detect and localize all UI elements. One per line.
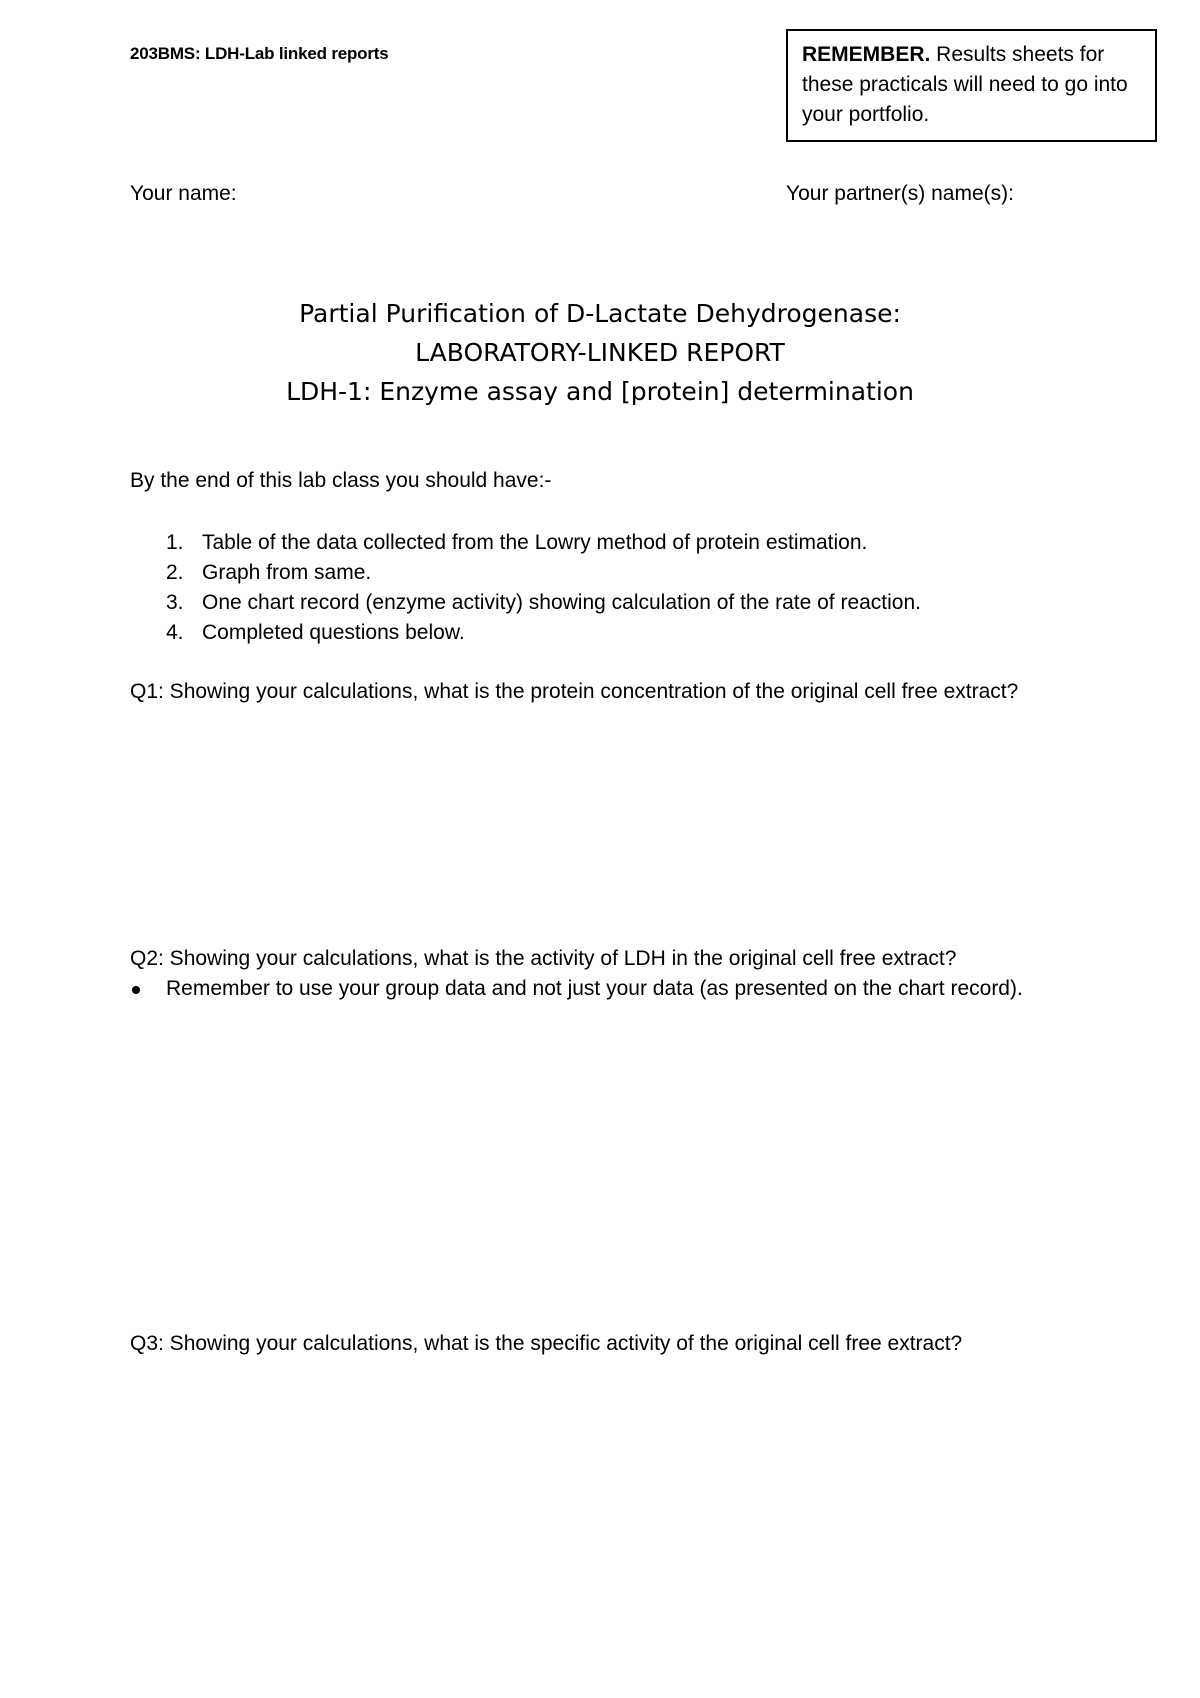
list-item-number: 4. [166,621,184,644]
list-item [130,618,921,648]
question-2-bullet [130,974,1030,1004]
list-item-number: 3. [166,591,184,614]
title-line-3: LDH-1: Enzyme assay and [protein] determination [286,377,914,406]
remember-text: Results sheets for these practicals will need to go into your portfolio. [802,43,1128,126]
intro-text: By the end of this lab class you should have:- [130,469,552,492]
list-item-text: Completed questions below. [202,621,465,644]
question-2: Q2: Showing your calculations, what is the activity of LDH in the original cell free extract? [130,947,957,970]
document-title [0,294,1200,411]
list-item [130,528,921,558]
question-1: Q1: Showing your calculations, what is the protein concentration of the original cell free extract? [130,680,1019,703]
remember-notice-box [786,29,1157,142]
your-name-label: Your name: [130,182,237,205]
question-3: Q3: Showing your calculations, what is the specific activity of the original cell free extract? [130,1332,963,1355]
list-item-text: Graph from same. [202,561,372,584]
remember-heading: REMEMBER. [802,43,931,66]
list-item [130,588,921,618]
bullet-icon [132,986,140,994]
list-item-text: One chart record (enzyme activity) showing calculation of the rate of reaction. [202,591,922,614]
list-item-text: Table of the data collected from the Lowry method of protein estimation. [202,531,868,554]
course-header: 203BMS: LDH-Lab linked reports [130,44,389,63]
title-line-2: LABORATORY-LINKED REPORT [415,338,785,367]
bullet-text: Remember to use your group data and not just your data (as presented on the chart record). [166,977,1023,1000]
title-line-1: Partial Purification of D-Lactate Dehydrogenase: [299,299,901,328]
list-item-number: 2. [166,561,184,584]
list-item [130,558,921,588]
list-item-number: 1. [166,531,184,554]
partner-name-label: Your partner(s) name(s): [786,182,1014,205]
task-list [130,528,921,648]
